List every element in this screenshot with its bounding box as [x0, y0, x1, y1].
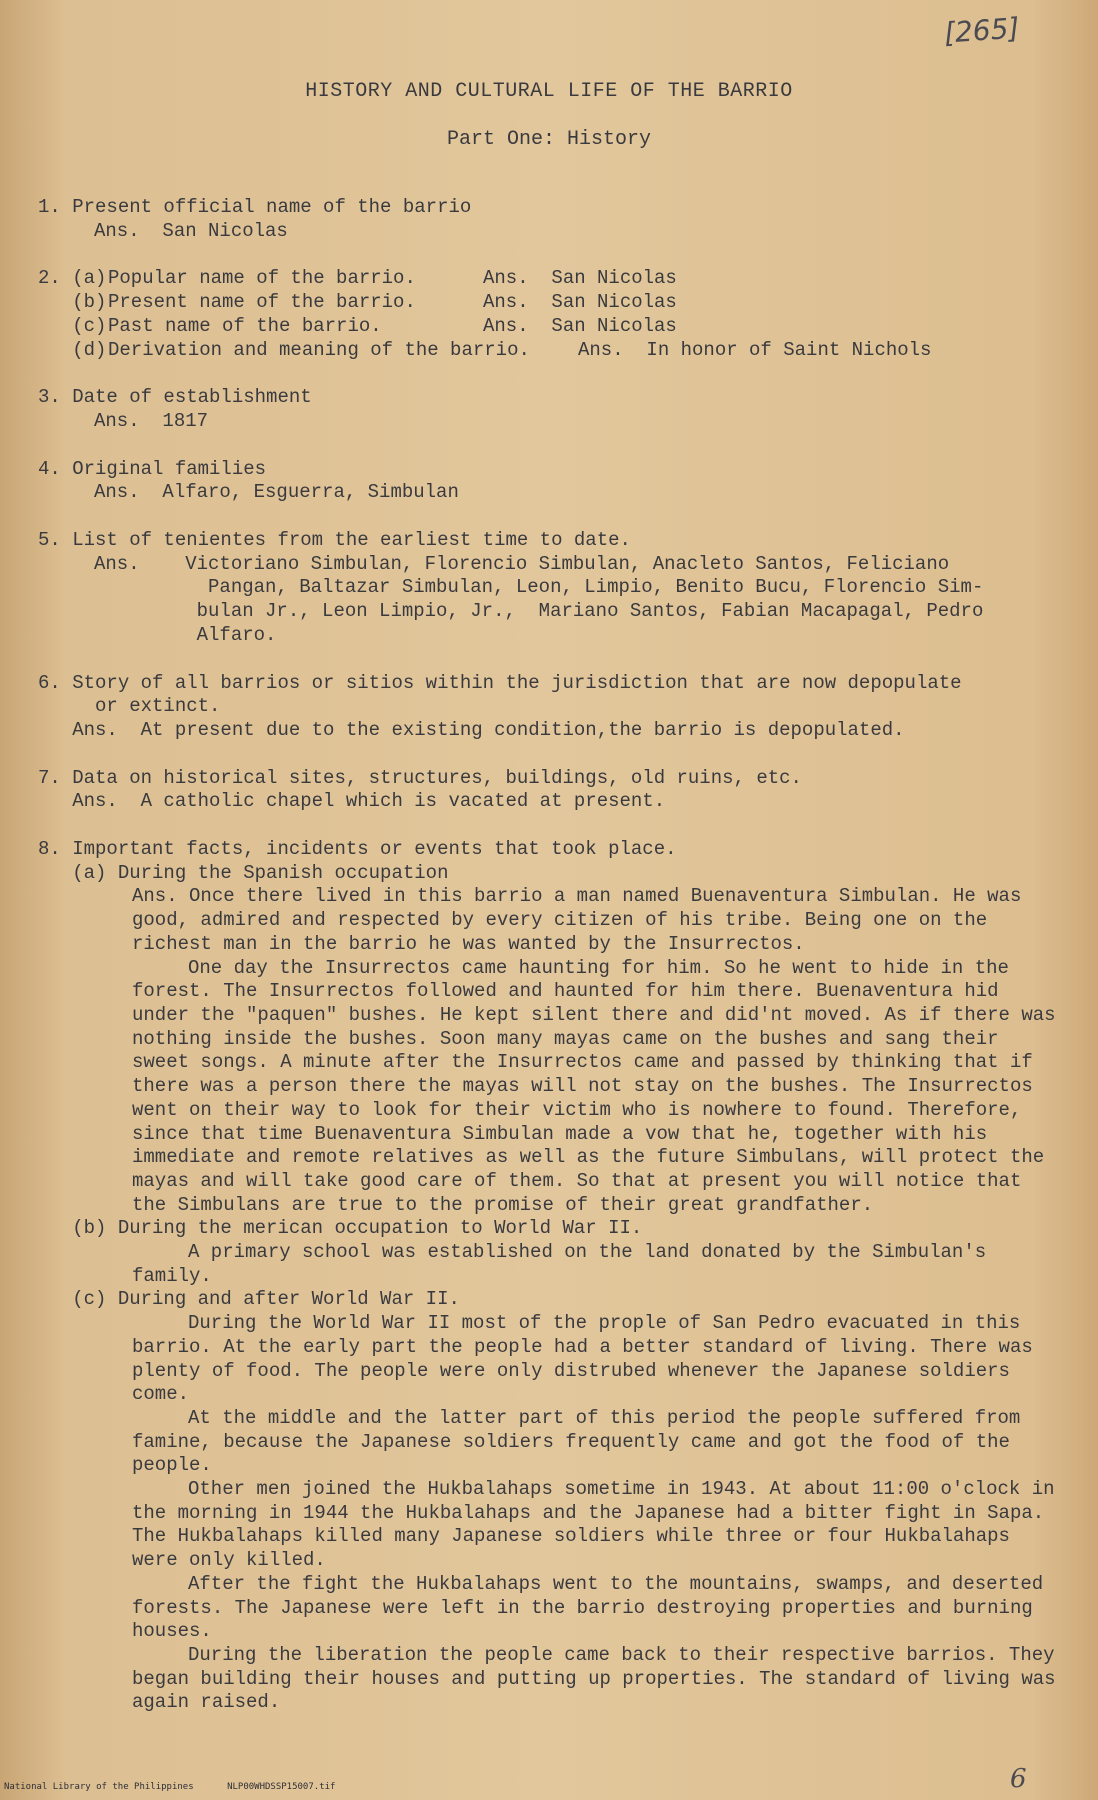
library-name: National Library of the Philippines — [4, 1782, 194, 1792]
answer-line: Pangan, Baltazar Simbulan, Leon, Limpio, Benito Bucu, Florencio Sim- — [94, 576, 984, 599]
sub-question: Past name of the barrio. — [108, 314, 382, 337]
sub-question-d — [38, 339, 1068, 363]
question-label: 3. Date of establishment — [38, 386, 312, 409]
sub-label: (b) — [38, 291, 107, 314]
paragraph: A primary school was established on the land donated by the Simbulan's family. — [132, 1241, 987, 1287]
question-1 — [38, 196, 1068, 243]
answer: Ans. At present due to the existing condition,the barrio is depopulated. — [38, 718, 905, 741]
paragraph: One day the Insurrectos came haunting for him. So he went to hide in the forest. The Insurrectos followed and haunted for him there. Buenaventura hid under the "paquen" bushes. He kept silent there and did'nt moved. As if there was nothing inside the bushes. Soon many mayas came on the bushes and sang their sweet songs. A minute after the Insurrectos came and passed by thinking that if there was a person there the mayas will not stay on the bushes. The Insurrectos went on their way to look for their victim who is nowhere to found. Therefore, since that time Buenaventura Simbulan made a vow that he, together with his immediate and remote relatives as well as the future Simbulans, will protect the mayas and will take good care of them. So that at present you will notice that the Simbulans are true to the promise of their great grandfather. — [132, 956, 1056, 1216]
sub-question: Popular name of the barrio. — [108, 267, 416, 290]
question-2 — [38, 267, 1068, 362]
paragraph: After the fight the Hukbalahaps went to the mountains, swamps, and deserted forests. The Japanese were left in the barrio destroying properties and burning houses. — [132, 1572, 1044, 1643]
question-3 — [38, 386, 1068, 433]
page-subtitle: Part One: History — [446, 128, 652, 151]
question-label: 7. Data on historical sites, structures, buildings, old ruins, etc. — [38, 766, 802, 789]
section-c-label: (c) During and after World War II. — [38, 1288, 460, 1311]
sub-question: Present name of the barrio. — [108, 291, 416, 314]
paragraph: During the liberation the people came back to their respective barrios. They began building their houses and putting up properties. The standard of living was again raised. — [132, 1643, 1056, 1714]
answer-line: Ans. Victoriano Simbulan, Florencio Simbulan, Anacleto Santos, Feliciano — [94, 552, 950, 575]
handwritten-page-mark: 6 — [1010, 1764, 1027, 1794]
question-label: 6. Story of all barrios or sitios within the jurisdiction that are now depopulate — [38, 671, 962, 694]
question-5 — [38, 529, 1068, 648]
paragraph: Other men joined the Hukbalahaps sometime in 1943. At about 11:00 o'clock in the morning in 1944 the Hukbalahaps and the Japanese had a bitter fight in Sapa. The Hukbalahaps killed many Japanese soldiers while three or four Hukbalahaps were only killed. — [132, 1478, 1055, 1572]
answer-line: bulan Jr., Leon Limpio, Jr., Mariano Santos, Fabian Macapagal, Pedro — [94, 600, 984, 623]
question-6 — [38, 672, 1068, 743]
paragraph: During the World War II most of the prople of San Pedro evacuated in this barrio. At the early part the people had a better standard of living. There was plenty of food. The people were only distrubed whenever the Japanese soldiers come. — [132, 1312, 1033, 1406]
section-a-label: (a) During the Spanish occupation — [38, 861, 449, 884]
question-label: 1. Present official name of the barrio — [38, 196, 472, 218]
sub-question-c — [38, 315, 1068, 339]
section-c-text — [38, 1312, 1062, 1715]
answer: Ans. San Nicolas — [483, 267, 677, 290]
question-label: 8. Important facts, incidents or events that took place. — [38, 838, 677, 861]
answer: Ans. San Nicolas — [483, 314, 677, 337]
folio-number: [265] — [942, 11, 1021, 50]
answer: Ans. San Nicolas — [483, 291, 677, 314]
question-label: 5. List of tenientes from the earliest time to date. — [38, 529, 631, 552]
answer-line: Alfaro. — [94, 623, 277, 646]
question-label-cont: or extinct. — [38, 695, 221, 718]
file-name: NLP00WHDSSP15007.tif — [227, 1782, 336, 1792]
question-7 — [38, 767, 1068, 814]
section-b-label: (b) During the merican occupation to World War II. — [38, 1217, 643, 1240]
document-body — [38, 196, 1068, 1739]
question-8 — [38, 838, 1068, 1715]
sub-label: 2. (a) — [38, 267, 107, 290]
answer: Ans. In honor of Saint Nichols — [578, 338, 932, 361]
sub-question-a — [38, 267, 1068, 291]
sub-label: (c) — [38, 314, 107, 337]
section-a-text — [38, 885, 1062, 1217]
sub-question-b — [38, 291, 1068, 315]
paragraph: At the middle and the latter part of this period the people suffered from famine, because the Japanese soldiers frequently came and got the food of the people. — [132, 1406, 1021, 1477]
question-label: 4. Original families — [38, 457, 267, 480]
answer: Ans. San Nicolas — [94, 219, 288, 242]
sub-label: (d) — [38, 338, 107, 361]
paragraph: Ans. Once there lived in this barrio a man named Buenaventura Simbulan. He was good, admired and respected by every citizen of his tribe. Being one on the richest man in the barrio he was wanted by the Insurrectos. — [132, 885, 1022, 955]
answer: Ans. A catholic chapel which is vacated at present. — [38, 790, 666, 813]
answer: Ans. Alfaro, Esguerra, Simbulan — [94, 481, 459, 504]
sub-question: Derivation and meaning of the barrio. — [108, 338, 530, 361]
question-4 — [38, 458, 1068, 505]
section-b-text — [38, 1241, 1062, 1288]
page-title: HISTORY AND CULTURAL LIFE OF THE BARRIO — [305, 80, 793, 103]
scan-footer — [4, 1782, 363, 1792]
answer: Ans. 1817 — [94, 409, 209, 432]
